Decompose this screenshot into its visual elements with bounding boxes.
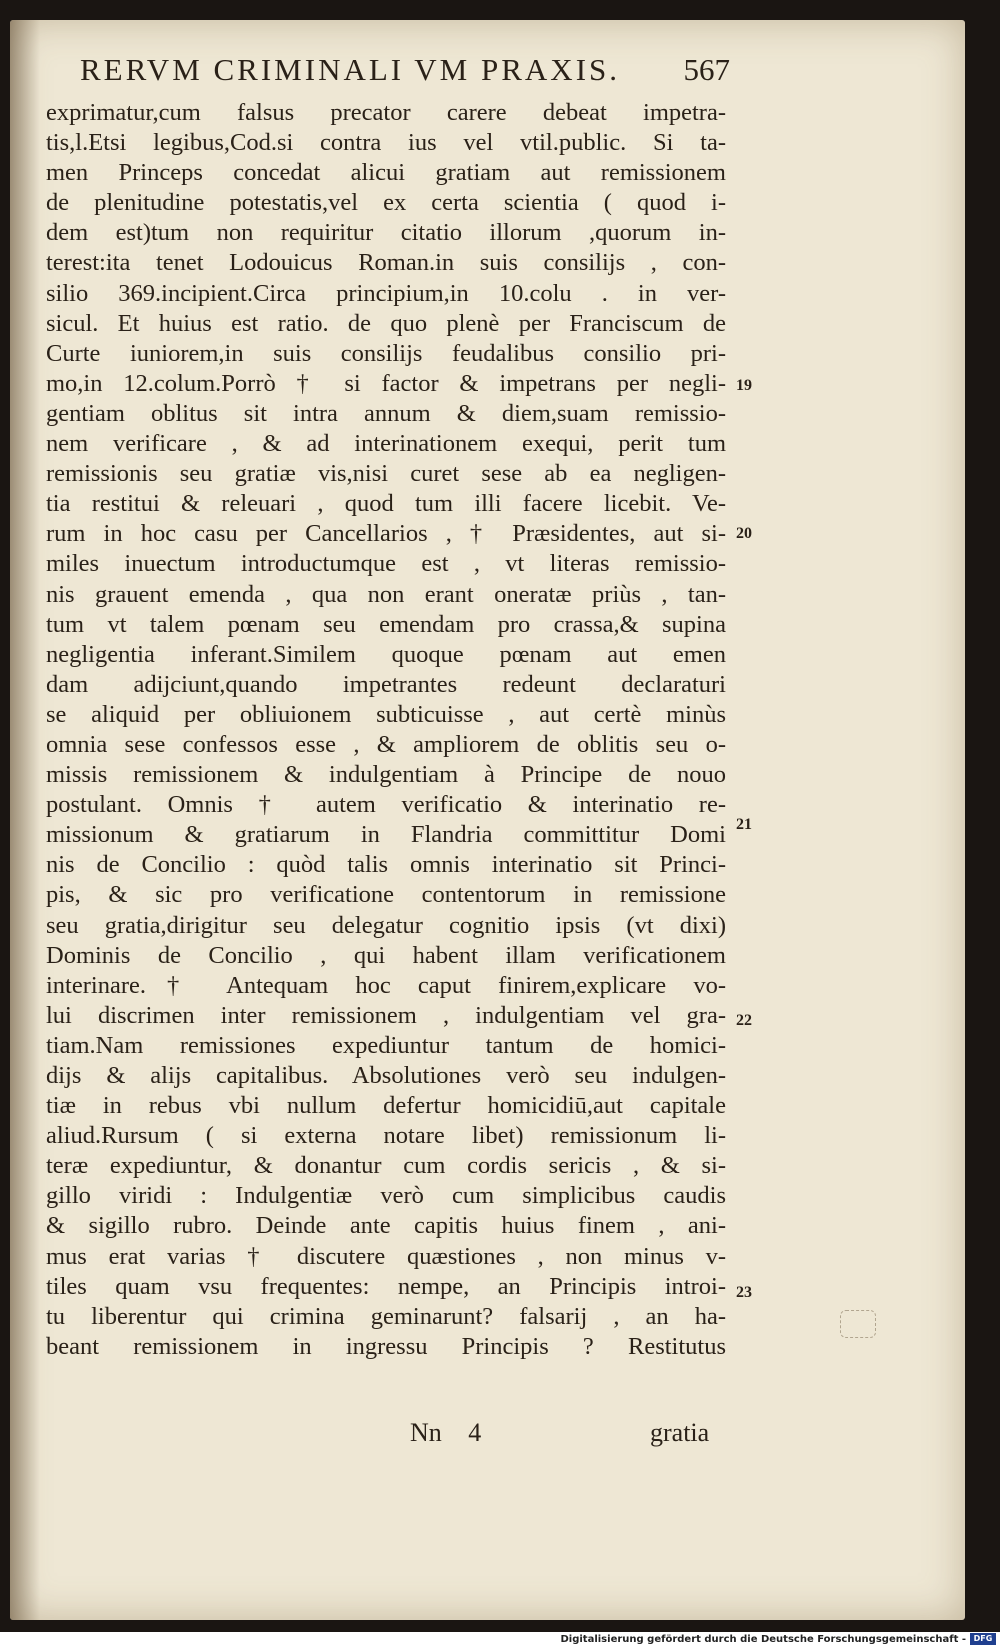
text-line: dem est)tum non requiritur citatio illorum ,quorum in- — [46, 219, 726, 247]
text-line: dam adijciunt,quando impetrantes redeunt declaraturi — [46, 670, 726, 698]
text-line: silio 369.incipient.Circa principium,in 10.colu . in ver- — [46, 279, 726, 307]
signature-mark: Nn 4 — [410, 1418, 482, 1447]
marginal-number: 19 — [736, 377, 752, 394]
marginal-number: 22 — [736, 1012, 752, 1029]
text-line: rum in hoc casu per Cancellarios , † Præsidentes, aut si- — [46, 520, 726, 548]
text-line: dijs & alijs capitalibus. Absolutiones verò seu indulgen- — [46, 1062, 726, 1089]
text-line: omnia sese confessos esse , & ampliorem de oblitis seu o- — [46, 730, 726, 758]
text-line: mus erat varias † discutere quæstiones , non minus v- — [46, 1242, 726, 1270]
text-line: interinare.† Antequam hoc caput finirem,explicare vo- — [46, 971, 726, 999]
text-line: nem verificare , & ad interinationem exequi, perit tum — [46, 430, 726, 458]
text-line: de plenitudine potestatis,vel ex certa scientia ( quod i- — [46, 189, 726, 217]
text-line: Dominis de Concilio , qui habent illam verificationem — [46, 941, 726, 969]
text-line: lui discrimen inter remissionem , indulgentiam vel gra- — [46, 1001, 726, 1029]
running-head-title: RERVM CRIMINALI VM PRAXIS. — [80, 52, 621, 87]
text-line: missis remissionem & indulgentiam à Principe de nouo — [46, 761, 726, 789]
text-line: pis, & sic pro verificatione contentorum in remissione — [46, 881, 726, 909]
marginal-number: 23 — [736, 1284, 752, 1301]
paper-stain — [840, 1310, 876, 1338]
text-line: sicul. Et huius est ratio. de quo plenè per Franciscum de — [46, 309, 726, 337]
text-line: aliud.Rursum ( si externa notare libet) remissionum li- — [46, 1122, 726, 1150]
text-line: nis de Concilio : quòd talis omnis interinatio sit Princi- — [46, 851, 726, 879]
dfg-logo: DFG — [970, 1633, 996, 1645]
book-page — [10, 20, 965, 1620]
text-line: Curte iuniorem,in suis consilijs feudalibus consilio pri- — [46, 339, 726, 367]
text-line: mo,in 12.colum.Porrò † si factor & impetrans per negli- — [46, 369, 726, 397]
text-line: tu liberentur qui crimina geminarunt? falsarij , an ha- — [46, 1302, 726, 1330]
marginal-number: 20 — [736, 525, 752, 542]
text-line: se aliquid per obliuionem subticuisse , aut certè minùs — [46, 700, 726, 728]
text-line: exprimatur,cum falsus precator carere debeat impetra- — [46, 99, 726, 126]
text-line: gentiam oblitus sit intra annum & diem,suam remissio- — [46, 399, 726, 427]
text-line: seu gratia,dirigitur seu delegatur cognitio ipsis (vt dixi) — [46, 911, 726, 939]
running-head — [80, 52, 730, 88]
text-line: remissionis seu gratiæ vis,nisi curet sese ab ea negligen- — [46, 460, 726, 488]
text-line: terest:ita tenet Lodouicus Roman.in suis consilijs , con- — [46, 249, 726, 277]
funding-notice: Digitalisierung gefördert durch die Deutsche Forschungsgemeinschaft - — [560, 1634, 966, 1645]
catchword: gratia — [650, 1418, 710, 1447]
text-line: tis,l.Etsi legibus,Cod.si contra ius vel vtil.public. Si ta- — [46, 129, 726, 157]
text-line: tiæ in rebus vbi nullum defertur homicidiū,aut capitale — [46, 1092, 726, 1120]
text-line: men Princeps concedat alicui gratiam aut remissionem — [46, 159, 726, 187]
text-line: & sigillo rubro. Deinde ante capitis huius finem , ani- — [46, 1212, 726, 1240]
body-text — [46, 98, 726, 1362]
text-line: miles inuectum introductumque est , vt literas remissio- — [46, 550, 726, 578]
text-line: postulant. Omnis † autem verificatio & interinatio re- — [46, 791, 726, 819]
text-line: nis grauent emenda , qua non erant oneratæ priùs , tan- — [46, 580, 726, 608]
text-line: missionum & gratiarum in Flandria committitur Domi — [46, 821, 726, 849]
gutter-shadow — [10, 20, 40, 1620]
text-line: teræ expediuntur, & donantur cum cordis sericis , & si- — [46, 1152, 726, 1180]
text-line: beant remissionem in ingressu Principis ? Restitutus — [46, 1332, 726, 1360]
text-line: negligentia inferant.Similem quoque pœnam aut emen — [46, 640, 726, 668]
text-line: tum vt talem pœnam seu emendam pro crassa,& supina — [46, 610, 726, 638]
marginal-number: 21 — [736, 816, 752, 833]
text-line: tia restitui & releuari , quod tum illi facere licebit. Ve- — [46, 490, 726, 518]
page-number: 567 — [683, 52, 730, 87]
text-line: tiles quam vsu frequentes: nempe, an Principis introi- — [46, 1272, 726, 1300]
text-line: tiam.Nam remissiones expediuntur tantum de homici- — [46, 1031, 726, 1059]
text-line: gillo viridi : Indulgentiæ verò cum simplicibus caudis — [46, 1182, 726, 1210]
